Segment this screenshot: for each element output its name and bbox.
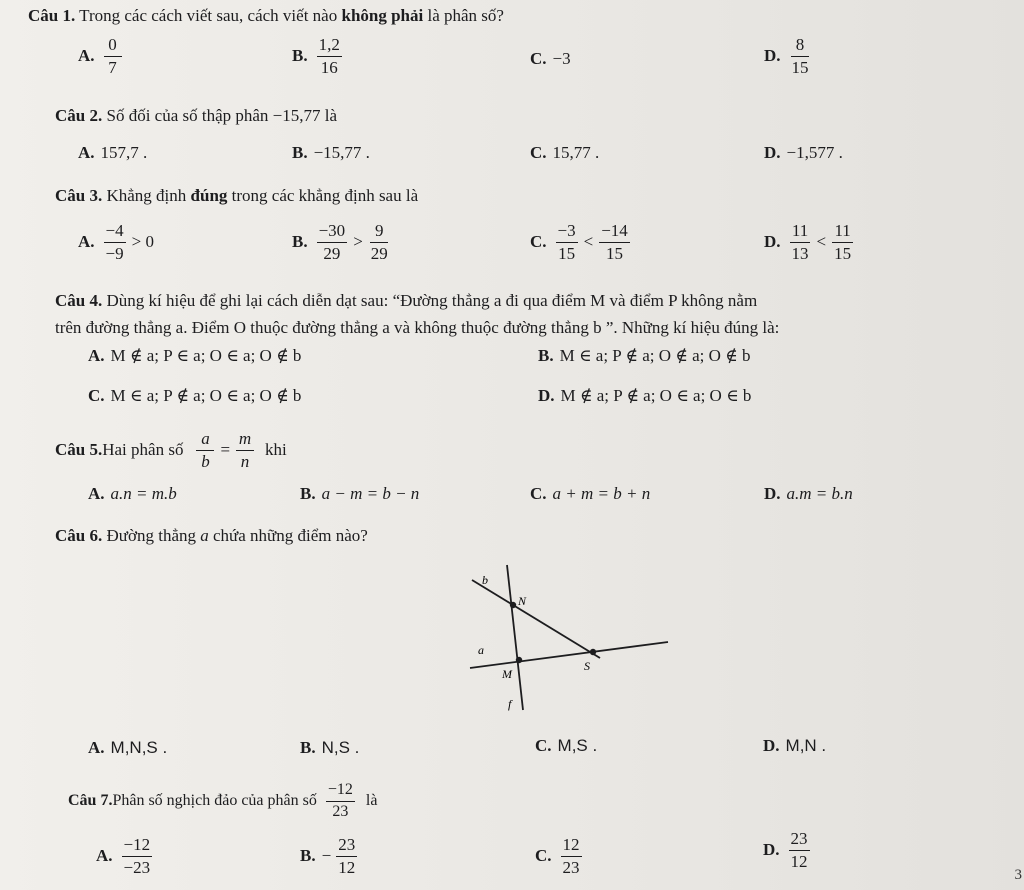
option-label: C. (535, 846, 552, 866)
numerator: 23 (789, 830, 810, 851)
fraction (790, 36, 811, 77)
numerator: 9 (370, 222, 388, 243)
fraction (336, 836, 357, 877)
point-n (510, 602, 516, 608)
point-m (516, 657, 522, 663)
question-4 (55, 291, 757, 311)
relation: < (583, 232, 594, 252)
label-f: f (508, 697, 512, 711)
question-5-label: Câu 5. (55, 440, 103, 460)
q4-option-d[interactable] (538, 386, 751, 406)
equals: = (220, 440, 231, 460)
q3-option-b[interactable] (292, 222, 393, 263)
option-label: B. (292, 143, 308, 162)
label-m: M (502, 667, 512, 681)
denominator: 29 (323, 243, 341, 263)
point-s (590, 649, 596, 655)
option-text: M ∈ a; P ∉ a; O ∉ a; O ∉ b (559, 346, 751, 365)
question-3-emph: đúng (190, 186, 228, 205)
option-text: a.m = b.n (786, 484, 853, 503)
question-1-text-end: là phân số? (423, 6, 504, 25)
denominator: −9 (105, 243, 124, 263)
denominator: 23 (562, 857, 580, 877)
option-label: B. (300, 846, 316, 866)
denominator: n (240, 451, 250, 471)
q6-option-a[interactable] (88, 738, 167, 758)
numerator: 12 (561, 836, 582, 857)
denominator: 15 (606, 243, 624, 263)
fraction (317, 36, 342, 77)
fraction (832, 222, 853, 263)
fraction (196, 430, 214, 471)
option-label: A. (88, 346, 105, 365)
denominator: 13 (791, 243, 809, 263)
fraction (122, 836, 153, 877)
question-7-text-end: là (365, 792, 378, 810)
label-a: a (478, 643, 484, 657)
option-label: C. (530, 484, 547, 503)
question-2-label: Câu 2. (55, 106, 103, 125)
relation: > (353, 232, 363, 252)
option-text: a.n = m.b (110, 484, 177, 503)
page-corner-number: 3 (1014, 867, 1022, 883)
q3-option-a[interactable] (78, 222, 157, 263)
denominator: 15 (791, 57, 809, 77)
option-text: M,N,S . (110, 738, 168, 757)
option-label: D. (764, 46, 781, 66)
question-5-text-end: khi (265, 440, 287, 460)
question-6-var: a (200, 526, 209, 545)
option-label: B. (300, 484, 316, 503)
option-label: B. (538, 346, 554, 365)
question-7 (68, 782, 377, 821)
label-b: b (482, 573, 488, 587)
question-6 (55, 526, 368, 546)
option-label: B. (292, 46, 308, 66)
label-s: S (584, 659, 590, 673)
option-label: A. (88, 484, 105, 503)
denominator: 12 (338, 857, 356, 877)
numerator: 23 (336, 836, 357, 857)
fraction (369, 222, 390, 263)
option-label: C. (535, 736, 552, 755)
q7-option-a[interactable] (96, 836, 155, 877)
q5-option-d[interactable] (764, 484, 853, 504)
option-label: D. (538, 386, 555, 405)
question-4-line-1: Dùng kí hiệu để ghi lại cách diễn dạt sau: “Đường thẳng a đi qua điểm M và điểm P không nằm (102, 291, 758, 310)
numerator: −30 (317, 222, 348, 243)
q5-option-a[interactable] (88, 484, 177, 504)
option-label: A. (88, 738, 105, 757)
numerator: a (196, 430, 214, 451)
q5-option-c[interactable] (530, 484, 650, 504)
q6-option-d[interactable] (763, 736, 826, 756)
fraction (561, 836, 582, 877)
fraction (790, 222, 811, 263)
option-text: M,N . (785, 736, 827, 755)
numerator: 11 (832, 222, 852, 243)
q6-option-b[interactable] (300, 738, 359, 758)
denominator: 23 (332, 802, 349, 820)
line-b (472, 580, 600, 658)
question-3-text-end: trong các khẳng định sau là (227, 186, 419, 205)
numerator: −4 (104, 222, 126, 243)
option-label: C. (530, 143, 547, 162)
q3-option-c[interactable] (530, 222, 633, 263)
denominator: −23 (123, 857, 151, 877)
option-label: D. (764, 143, 781, 162)
numerator: −12 (326, 782, 355, 802)
numerator: 0 (104, 36, 122, 57)
q4-option-c[interactable] (88, 386, 301, 406)
question-6-text-end: chứa những điểm nào? (208, 526, 368, 545)
question-1-text: Trong các cách viết sau, cách viết nào (75, 6, 342, 25)
q4-option-a[interactable] (88, 346, 301, 366)
question-3 (55, 186, 418, 206)
q6-option-c[interactable] (535, 736, 597, 756)
question-6-text: Đường thẳng (102, 526, 201, 545)
question-5 (55, 430, 287, 471)
option-label: A. (78, 232, 95, 252)
q1-option-a[interactable] (78, 36, 125, 77)
option-text: M,S . (557, 736, 598, 755)
fraction (326, 782, 355, 821)
denominator: b (201, 451, 210, 471)
denominator: 16 (320, 57, 338, 77)
geometry-figure (460, 560, 680, 720)
relation: > 0 (131, 232, 154, 252)
numerator: −14 (599, 222, 630, 243)
fraction (236, 430, 254, 471)
q1-option-d[interactable] (764, 36, 814, 77)
question-2-text: Số đối của số thập phân −15,77 là (102, 106, 338, 125)
option-label: C. (530, 49, 547, 68)
question-1 (28, 6, 504, 26)
q7-option-c[interactable] (535, 836, 585, 877)
q1-option-b[interactable] (292, 36, 345, 77)
numerator: 8 (791, 36, 809, 57)
relation: < (816, 232, 827, 252)
fraction (556, 222, 578, 263)
q4-option-b[interactable] (538, 346, 750, 366)
q1-option-c[interactable] (530, 49, 571, 69)
q2-option-b[interactable] (292, 143, 370, 163)
q2-option-d[interactable] (764, 143, 843, 163)
option-text: 157,7 . (100, 143, 148, 162)
negative-sign: − (321, 846, 332, 866)
question-4-label: Câu 4. (55, 291, 103, 310)
fraction (104, 222, 126, 263)
option-label: D. (763, 736, 780, 755)
question-3-label: Câu 3. (55, 186, 103, 205)
denominator: 29 (370, 243, 388, 263)
option-text: M ∈ a; P ∉ a; O ∈ a; O ∉ b (110, 386, 302, 405)
fraction (789, 830, 810, 871)
option-label: D. (764, 232, 781, 252)
numerator: 1,2 (317, 36, 342, 57)
option-label: B. (292, 232, 308, 252)
option-label: C. (530, 232, 547, 252)
q7-option-d[interactable] (763, 830, 813, 871)
option-label: A. (96, 846, 113, 866)
question-1-label: Câu 1. (28, 6, 76, 25)
option-label: D. (763, 840, 780, 860)
q2-option-a[interactable] (78, 143, 147, 163)
option-text: −3 (552, 49, 571, 68)
option-label: A. (78, 46, 95, 66)
line-f (507, 565, 523, 710)
option-text: N,S . (321, 738, 360, 757)
option-text: a + m = b + n (552, 484, 651, 503)
option-label: B. (300, 738, 316, 757)
question-4-line-2: trên đường thẳng a. Điểm O thuộc đường thẳng a và không thuộc đường thẳng b ”. Những kí hiệu đúng là: (55, 318, 780, 337)
question-1-emph: không phải (341, 6, 424, 25)
option-label: A. (78, 143, 95, 162)
question-3-text: Khẳng định (102, 186, 191, 205)
option-label: D. (764, 484, 781, 503)
question-2 (55, 106, 337, 126)
denominator: 12 (790, 851, 808, 871)
option-text: a − m = b − n (321, 484, 420, 503)
denominator: 7 (108, 57, 117, 77)
q5-option-b[interactable] (300, 484, 419, 504)
denominator: 15 (834, 243, 852, 263)
q3-option-d[interactable] (764, 222, 856, 263)
denominator: 15 (558, 243, 576, 263)
fraction (317, 222, 348, 263)
question-6-label: Câu 6. (55, 526, 103, 545)
label-n: N (518, 594, 527, 608)
option-text: −1,577 . (786, 143, 843, 162)
q2-option-c[interactable] (530, 143, 599, 163)
option-text: M ∉ a; P ∉ a; O ∈ a; O ∈ b (560, 386, 752, 405)
option-text: 15,77 . (552, 143, 600, 162)
question-7-label: Câu 7. (68, 792, 113, 810)
question-5-text: Hai phân số (102, 440, 184, 460)
line-a (470, 642, 668, 668)
numerator: m (236, 430, 254, 451)
option-text: −15,77 . (313, 143, 370, 162)
numerator: −3 (556, 222, 578, 243)
numerator: 11 (790, 222, 810, 243)
q7-option-b[interactable] (300, 836, 360, 877)
option-text: M ∉ a; P ∈ a; O ∈ a; O ∉ b (110, 346, 302, 365)
question-7-text: Phân số nghịch đảo của phân số (112, 792, 317, 810)
fraction (104, 36, 122, 77)
fraction (599, 222, 630, 263)
numerator: −12 (122, 836, 153, 857)
option-label: C. (88, 386, 105, 405)
